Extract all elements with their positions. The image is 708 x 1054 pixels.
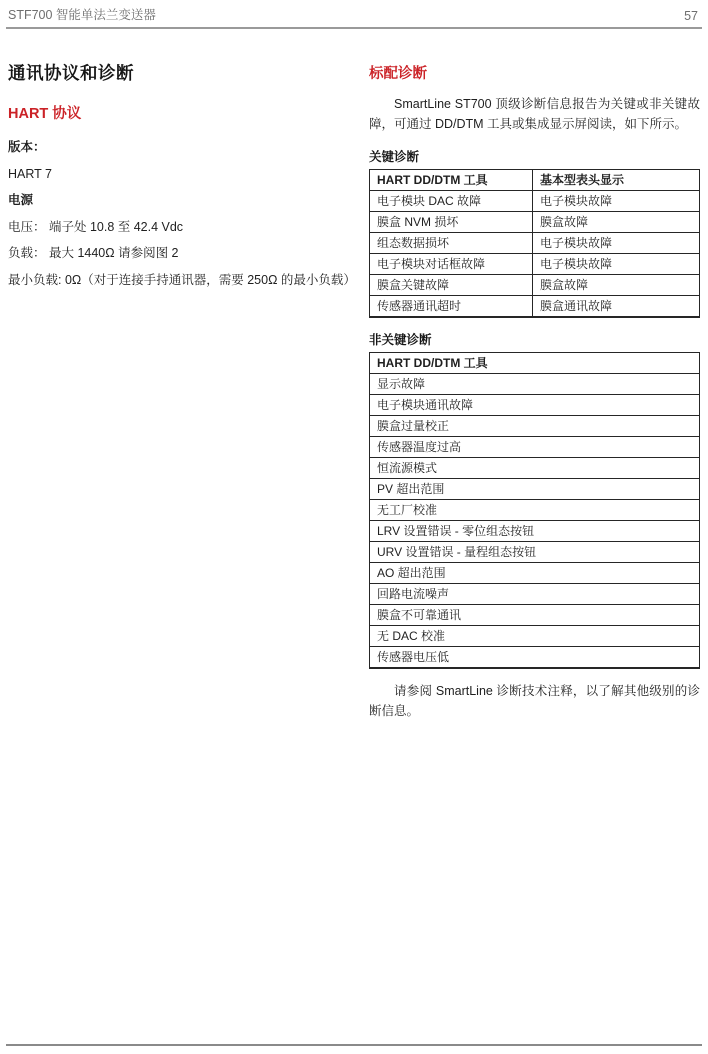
left-column [8, 60, 360, 721]
table-row [370, 254, 700, 275]
standard-diagnostics-heading: 标配诊断 [369, 66, 427, 82]
page-header [0, 0, 708, 23]
table-cell: URV 设置错误 - 量程组态按钮 [370, 542, 700, 563]
hart-protocol-heading: HART 协议 [8, 106, 82, 122]
table-row [370, 500, 700, 521]
table-cell: 无工厂校准 [370, 500, 700, 521]
header-divider [6, 27, 702, 29]
table-cell: 膜盒故障 [533, 212, 700, 233]
table-cell: 传感器电压低 [370, 647, 700, 669]
table-cell: 膜盒故障 [533, 275, 700, 296]
critical-diagnostics-heading: 关键诊断 [369, 150, 420, 164]
doc-title: STF700 智能单法兰变送器 [8, 8, 156, 22]
note-paragraph: 请参阅 SmartLine 诊断技术注释，以了解其他级别的诊断信息。 [369, 684, 700, 718]
load-line: 负载： 最大 1440Ω 请参阅图 2 [8, 246, 179, 260]
table-header-cell: HART DD/DTM 工具 [370, 170, 533, 191]
version-label: 版本： [8, 140, 46, 154]
table-cell: 电子模块故障 [533, 233, 700, 254]
table-cell: 膜盒 NVM 损坏 [370, 212, 533, 233]
table-row [370, 458, 700, 479]
table-row [370, 584, 700, 605]
section-title: 通讯协议和诊断 [8, 63, 134, 83]
table-row [370, 437, 700, 458]
content-columns [0, 60, 708, 721]
footer-divider [6, 1044, 702, 1046]
noncritical-diagnostics-table [369, 352, 700, 669]
table-cell: 膜盒不可靠通讯 [370, 605, 700, 626]
voltage-line: 电压： 端子处 10.8 至 42.4 Vdc [8, 219, 184, 234]
table-row [370, 626, 700, 647]
table-cell: PV 超出范围 [370, 479, 700, 500]
min-load-line: 最小负载: 0Ω（对于连接手持通讯器，需要 250Ω 的最小负载） [8, 272, 356, 287]
table-cell: 电子模块故障 [533, 191, 700, 212]
table-cell: 传感器温度过高 [370, 437, 700, 458]
table-row [370, 563, 700, 584]
table-row [370, 647, 700, 669]
table-row [370, 416, 700, 437]
page-number: 57 [684, 9, 698, 23]
table-cell: 无 DAC 校准 [370, 626, 700, 647]
table-cell: 电子模块通讯故障 [370, 395, 700, 416]
power-label: 电源 [8, 193, 34, 207]
table-cell: 膜盒关键故障 [370, 275, 533, 296]
table-row [370, 212, 700, 233]
critical-diagnostics-table [369, 169, 700, 318]
table-row [370, 395, 700, 416]
table-row [370, 275, 700, 296]
table-cell: 恒流源模式 [370, 458, 700, 479]
table-header-row [370, 170, 700, 191]
table-cell: 电子模块对话框故障 [370, 254, 533, 275]
table-header-cell: 基本型表头显示 [533, 170, 700, 191]
table-cell: 组态数据损坏 [370, 233, 533, 254]
table-header-cell: HART DD/DTM 工具 [370, 353, 700, 374]
table-cell: 传感器通讯超时 [370, 296, 533, 318]
right-column [369, 60, 700, 721]
table-row [370, 479, 700, 500]
table-cell: LRV 设置错误 - 零位组态按钮 [370, 521, 700, 542]
table-cell: 电子模块故障 [533, 254, 700, 275]
table-row [370, 296, 700, 318]
table-cell: 膜盒过量校正 [370, 416, 700, 437]
table-cell: 膜盒通讯故障 [533, 296, 700, 318]
table-row [370, 605, 700, 626]
table-header-row [370, 353, 700, 374]
table-row [370, 191, 700, 212]
intro-paragraph: SmartLine ST700 顶级诊断信息报告为关键或非关键故障，可通过 DD/DTM 工具或集成显示屏阅读，如下所示。 [369, 97, 700, 131]
table-row [370, 542, 700, 563]
table-cell: AO 超出范围 [370, 563, 700, 584]
table-cell: 显示故障 [370, 374, 700, 395]
table-cell: 电子模块 DAC 故障 [370, 191, 533, 212]
version-value: HART 7 [8, 166, 53, 181]
table-cell: 回路电流噪声 [370, 584, 700, 605]
table-row [370, 374, 700, 395]
table-row [370, 233, 700, 254]
table-row [370, 521, 700, 542]
noncritical-diagnostics-heading: 非关键诊断 [369, 333, 432, 347]
